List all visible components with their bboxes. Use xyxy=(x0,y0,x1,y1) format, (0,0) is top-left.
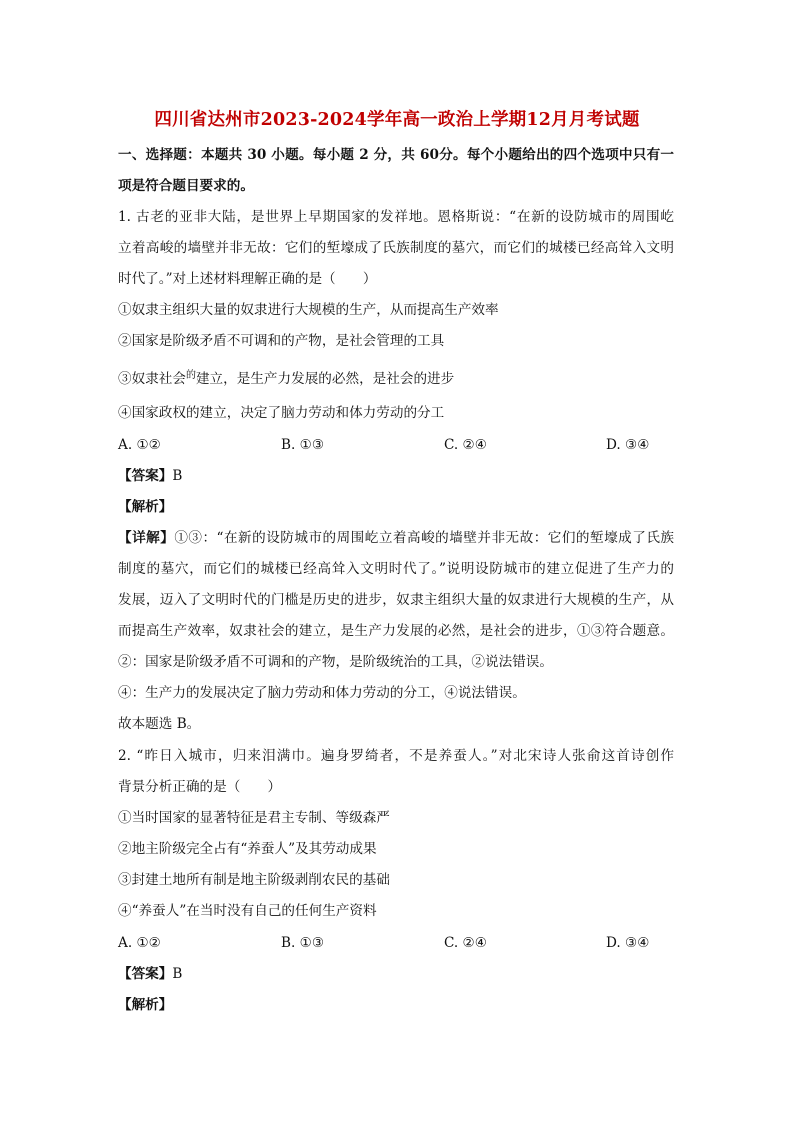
section-heading-line-1: 一、选择题：本题共 30 小题。每小题 2 分，共 60分。每个小题给出的四个选项中只有一 xyxy=(118,147,674,163)
q1-statement-3-raised-char: 的 xyxy=(185,370,196,381)
q1-detail-line-5: ②：国家是阶级矛盾不可调和的产物，是阶级统治的工具，②说法错误。 xyxy=(118,654,553,670)
q1-option-d: D. ③④ xyxy=(606,437,650,453)
q1-option-a: A. ①② xyxy=(118,437,161,453)
q1-answer-value: B xyxy=(172,468,183,484)
q2-option-a: A. ①② xyxy=(118,935,161,951)
q2-statement-1: ①当时国家的显著特征是君主专制、等级森严 xyxy=(118,810,390,826)
q2-analysis-tag: 【解析】 xyxy=(118,997,173,1013)
q1-detail-text-1: ①③：“在新的设防城市的周围屹立着高峻的墙壁并非无故：它们的堑壕成了氏族 xyxy=(174,530,674,546)
section-heading-line-2: 项是符合题目要求的。 xyxy=(118,178,254,194)
q2-statement-3: ③封建土地所有制是地主阶级剥削农民的基础 xyxy=(118,872,390,888)
q2-answer-value: B xyxy=(172,966,183,982)
q2-stem-line-2: 背景分析正确的是（ ） xyxy=(118,779,282,795)
document-title: 四川省达州市2023-2024学年高一政治上学期12月月考试题 xyxy=(154,110,640,130)
q1-statement-3 xyxy=(118,370,454,390)
q1-statement-1: ①奴隶主组织大量的奴隶进行大规模的生产，从而提高生产效率 xyxy=(118,302,499,318)
q2-option-c: C. ②④ xyxy=(444,935,487,951)
q1-statement-3-start: ③奴隶社会 xyxy=(118,371,186,387)
q2-statement-2: ②地主阶级完全占有“养蚕人”及其劳动成果 xyxy=(118,841,377,857)
q1-answer-tag: 【答案】 xyxy=(118,468,173,484)
q1-statement-2: ②国家是阶级矛盾不可调和的产物，是社会管理的工具 xyxy=(118,333,445,349)
q1-stem-line-2: 立着高峻的墙壁并非无故：它们的堑壕成了氏族制度的墓穴，而它们的城楼已经高耸入文明 xyxy=(118,240,674,256)
q2-option-d: D. ③④ xyxy=(606,935,650,951)
q1-option-c: C. ②④ xyxy=(444,437,487,453)
q1-detail-line-7: 故本题选 B。 xyxy=(118,716,201,732)
q1-detail-line-3: 发展，迈入了文明时代的门槛是历史的进步，奴隶主组织大量的奴隶进行大规模的生产，从 xyxy=(118,592,674,608)
q2-statement-4: ④“养蚕人”在当时没有自己的任何生产资料 xyxy=(118,903,377,919)
q2-option-b: B. ①③ xyxy=(281,935,325,951)
q2-answer xyxy=(118,965,182,983)
q1-statement-3-end: 建立，是生产力发展的必然，是社会的进步 xyxy=(195,371,455,387)
q2-stem-line-1: 2. “昨日入城市，归来泪满巾。遍身罗绮者，不是养蚕人。”对北宋诗人张俞这首诗创作 xyxy=(118,748,674,764)
q1-stem-line-3: 时代了。”对上述材料理解正确的是（ ） xyxy=(118,271,377,287)
q1-detail-line-4: 而提高生产效率，奴隶社会的建立，是生产力发展的必然，是社会的进步，①③符合题意。 xyxy=(118,623,674,639)
q2-answer-tag: 【答案】 xyxy=(118,966,173,982)
q1-statement-4: ④国家政权的建立，决定了脑力劳动和体力劳动的分工 xyxy=(118,405,445,421)
q1-option-b: B. ①③ xyxy=(281,437,325,453)
q1-answer xyxy=(118,467,182,485)
q1-stem-line-1: 1. 古老的亚非大陆，是世界上早期国家的发祥地。恩格斯说：“在新的设防城市的周围屹 xyxy=(118,209,674,225)
q1-detail-line-2: 制度的墓穴，而它们的城楼已经高耸入文明时代了。”说明设防城市的建立促进了生产力的 xyxy=(118,561,674,577)
q1-detail-tag: 【详解】 xyxy=(118,530,175,546)
q1-detail-line-1 xyxy=(118,529,674,547)
q1-analysis-tag: 【解析】 xyxy=(118,499,173,515)
q1-detail-line-6: ④：生产力的发展决定了脑力劳动和体力劳动的分工，④说法错误。 xyxy=(118,685,526,701)
